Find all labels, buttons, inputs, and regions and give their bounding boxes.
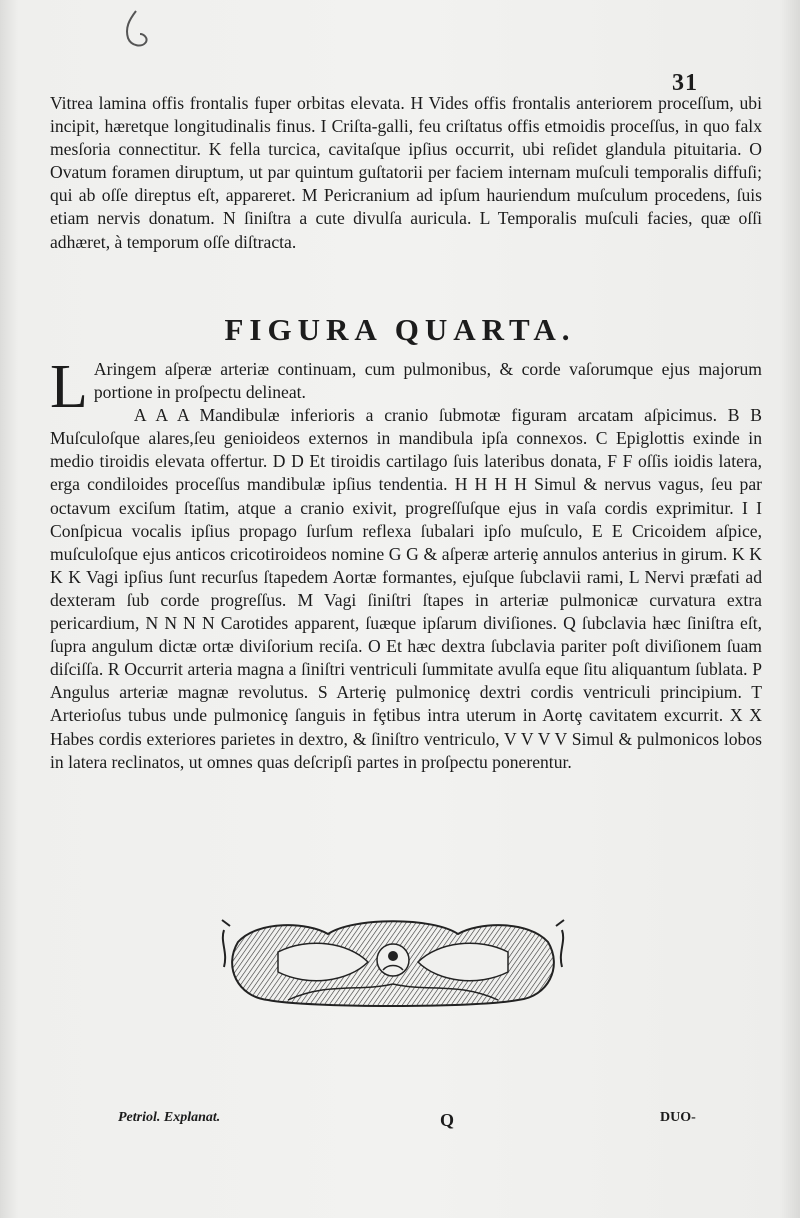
page-number: 31 <box>672 70 698 96</box>
page-footer <box>0 1110 800 1136</box>
catchword: DUO- <box>660 1110 696 1125</box>
section-heading: FIGURA QUARTA. <box>224 312 576 347</box>
intro-text: Aringem aſperæ arteriæ continuam, cum pulmonibus, & corde vaſorumque ejus majorum portione in proſpectu delineat. <box>93 359 762 403</box>
upper-paragraph-text: Vitrea lamina offis frontalis fuper orbitas elevata. H Vides offis frontalis anteriorem proceſſum, ubi incipit, hæretque longitudinalis finus. I Criſta-galli, feu criſtatus offis etmoidis proceſſus, in quo falx mesſoria connectitur. K fella turcica, cavitaſque ipſius occurrit, ubi reſidet glandula pituitaria. O Ovatum foramen diruptum, ut par quintum guſtatorii per faciem internam muſculi temporalis diffuſi; qui ab oſſe direptus eſt, appareret. M Pericranium ad ipſum hauriendum muſculum procedens, ſuis etiam nervis donatum. N ſiniſtra a cute divulſa auricula. L Temporalis muſculi facies, quæ oſſi adhæret, à temporum oſſe diſtracta. <box>50 93 762 252</box>
ornamental-tailpiece-icon <box>218 912 568 1012</box>
ink-mark-icon <box>120 8 150 50</box>
drop-cap: L <box>50 353 88 421</box>
upper-paragraph <box>50 92 762 254</box>
signature-mark: Q <box>440 1110 455 1130</box>
running-footer: Petriol. Explanat. <box>118 1110 221 1125</box>
figure-description <box>50 353 762 774</box>
main-paragraph: A A A Mandibulæ inferioris a cranio ſubmotæ figuram arcatam aſpicimus. B B Muſculoſque alares,ſeu genioideos externos in mandibula ipſa connexos. C Epiglottis exinde in medio tiroidis elevata offertur. D D Et tiroidis cartilago ſuis lateribus donata, F F oſſis ioidis latera, erga condiloides proceſſus mandibulæ ipſius tendentia. H H H H Simul & nervus vagus, ſeu par octavum exciſum ſtatim, atque a cranio exivit, progreſſuſque ejus in vaſa cordis exprimitur. I I Conſpicua vocalis ipſius propago ſurſum reflexa ſubalari ipſo muſculo, E E Cricoidem aſpice, muſculoſque ejus anticos cricotiroideos nomine G G & aſperæ arteriȩ annulos anterius in girum. K K K K Vagi ipſius ſunt recurſus ſtapedem Aortæ formantes, ejuſque ſubclavii rami, L Nervi præfati ad dexteram ſub corde progreſſus. M Vagi ſiniſtri ſtapes in arteriæ pulmonicæ curvatura extra pericardium, N N N N Carotides apparent, ſuæque ipſarum diviſiones. Q ſubclavia hæc ſiniſtra eſt, ſupra angulum dictæ ortæ diviſorium reciſa. O Et hæc dextra ſubclavia pariter poſt diviſionem ſuam diſciſſa. R Occurrit arteria magna a ſiniſtri ventriculi ſummitate avulſa eque ſitu aliquantum ſublata. P Angulus arteriæ magnæ revolutus. S Arteriȩ pulmonicȩ dextri cordis ventriculi principium. T Arterioſus tubus unde pulmonicȩ ſanguis in fȩtibus intra uterum in Aortȩ cavitatem excurrit. X X Habes cordis exteriores parietes in dextro, & ſiniſtro ventriculo, V V V V Simul & pulmonicos lobos in latera reclinatos, ut omnes quas deſcripſi partes in proſpectu ponerentur. <box>50 405 762 772</box>
